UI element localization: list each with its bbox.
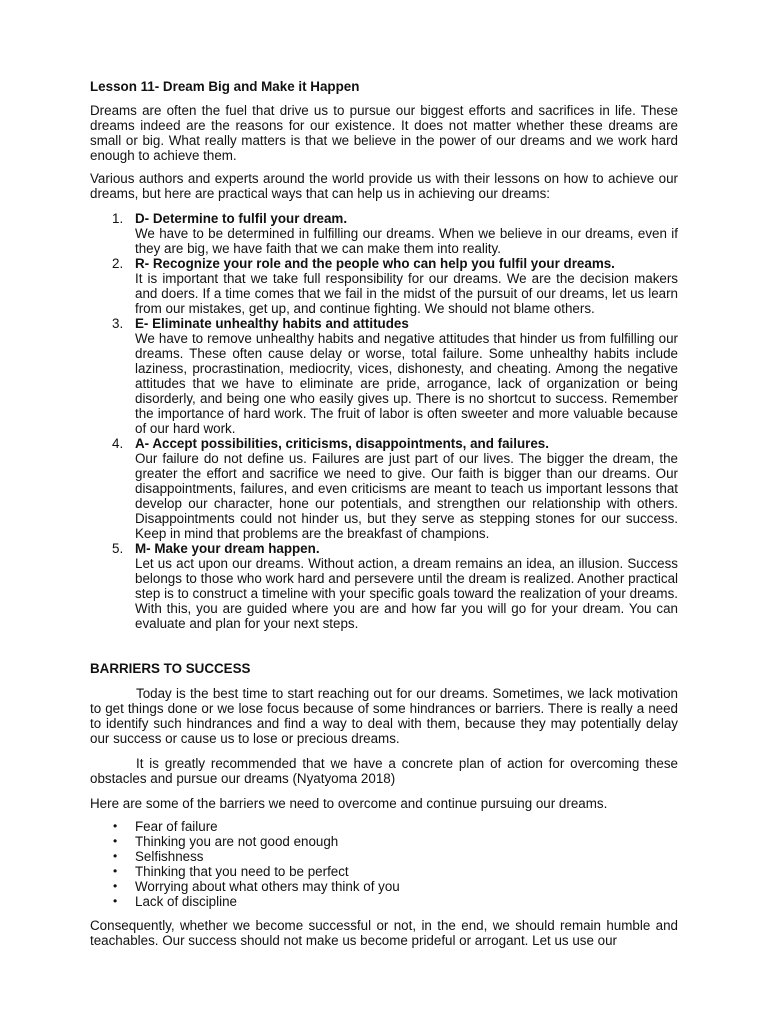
step-number: 1.	[112, 211, 124, 226]
list-item	[113, 864, 678, 879]
intro-paragraph-2: Various authors and experts around the world provide us with their lessons on how to achieve our dreams, but here are practical ways that can help us in achieving our dreams:	[90, 171, 678, 201]
step-body: Our failure do not define us. Failures are just part of our lives. The bigger the dream, the greater the effort and sacrifice we need to give. Our faith is bigger than our dreams. Our disappointments, failures, and even criticisms are meant to teach us important lessons that develop our character, hone our potentials, and strengthen our relationship with others. Disappointments could not hinder us, but they serve as stepping stones for our success. Keep in mind that problems are the breakfast of champions.	[135, 451, 678, 541]
list-item	[112, 316, 678, 436]
step-body: We have to remove unhealthy habits and negative attitudes that hinder us from fulfilling our dreams. These often cause delay or worse, total failure. Some unhealthy habits include laziness, procrastination, mediocrity, vices, dishonesty, and cheating. Among the negative attitudes that we have to eliminate are pride, arrogance, lack of organization or being disorderly, and being one who easily gives up. There is no shortcut to success. Remember the importance of hard work. The fruit of labor is often sweeter and more valuable because of our hard work.	[135, 331, 678, 436]
barrier-text: Lack of discipline	[135, 894, 237, 909]
step-number: 4.	[112, 436, 124, 451]
barriers-paragraph-2: It is greatly recommended that we have a concrete plan of action for overcoming these obstacles and pursue our dreams (Nyatyoma 2018)	[90, 756, 678, 786]
step-title: A- Accept possibilities, criticisms, disappointments, and failures.	[135, 436, 549, 451]
intro-paragraph-1: Dreams are often the fuel that drive us to pursue our biggest efforts and sacrifices in life. These dreams indeed are the reasons for our existence. It does not matter whether these dreams are small or big. What really matters is that we believe in the power of our dreams and we work hard enough to achieve them.	[90, 103, 678, 163]
barriers-heading: BARRIERS TO SUCCESS	[90, 661, 251, 676]
list-item	[113, 834, 678, 849]
barrier-text: Thinking you are not good enough	[135, 834, 339, 849]
bullet-icon: •	[113, 849, 118, 863]
barrier-text: Thinking that you need to be perfect	[135, 864, 349, 879]
step-number: 3.	[112, 316, 124, 331]
list-item	[112, 436, 678, 541]
list-item	[112, 256, 678, 316]
closing-paragraph: Consequently, whether we become successful or not, in the end, we should remain humble and teachables. Our success should not make us become prideful or arrogant. Let us use our	[90, 918, 678, 948]
barrier-text: Selfishness	[135, 849, 204, 864]
barrier-text: Fear of failure	[135, 819, 218, 834]
list-item	[113, 819, 678, 834]
step-title: M- Make your dream happen.	[135, 541, 320, 556]
bullet-icon: •	[113, 834, 118, 848]
barriers-paragraph-3: Here are some of the barriers we need to overcome and continue pursuing our dreams.	[90, 796, 608, 811]
list-item	[112, 541, 678, 631]
lesson-title: Lesson 11- Dream Big and Make it Happen	[90, 79, 360, 94]
step-body: Let us act upon our dreams. Without action, a dream remains an idea, an illusion. Success belongs to those who work hard and persevere until the dream is realized. Another practical step is to construct a timeline with your specific goals toward the realization of your dreams. With this, you are guided where you are and how far you will go for your dream. You can evaluate and plan for your next steps.	[135, 556, 678, 631]
list-item	[113, 879, 678, 894]
bullet-icon: •	[113, 819, 118, 833]
dream-steps-list	[90, 211, 678, 631]
list-item	[113, 849, 678, 864]
step-title: R- Recognize your role and the people who can help you fulfil your dreams.	[135, 256, 615, 271]
barrier-text: Worrying about what others may think of you	[135, 879, 400, 894]
step-body: It is important that we take full responsibility for our dreams. We are the decision makers and doers. If a time comes that we fail in the midst of the pursuit of our dreams, let us learn from our mistakes, get up, and continue fighting. We should not blame others.	[135, 271, 678, 316]
step-number: 2.	[112, 256, 124, 271]
bullet-icon: •	[113, 879, 118, 893]
list-item	[113, 894, 678, 909]
barriers-list	[90, 819, 678, 909]
barriers-paragraph-1: Today is the best time to start reaching out for our dreams. Sometimes, we lack motivation to get things done or we lose focus because of some hindrances or barriers. There is really a need to identify such hindrances and find a way to deal with them, because they may potentially delay our success or cause us to lose or precious dreams.	[90, 686, 678, 746]
step-title: D- Determine to fulfil your dream.	[135, 211, 348, 226]
list-item	[112, 211, 678, 256]
bullet-icon: •	[113, 894, 118, 908]
step-number: 5.	[112, 541, 124, 556]
bullet-icon: •	[113, 864, 118, 878]
step-title: E- Eliminate unhealthy habits and attitudes	[135, 316, 409, 331]
section-spacer	[90, 631, 678, 661]
step-body: We have to be determined in fulfilling our dreams. When we believe in our dreams, even if they are big, we have faith that we can make them into reality.	[135, 226, 678, 256]
